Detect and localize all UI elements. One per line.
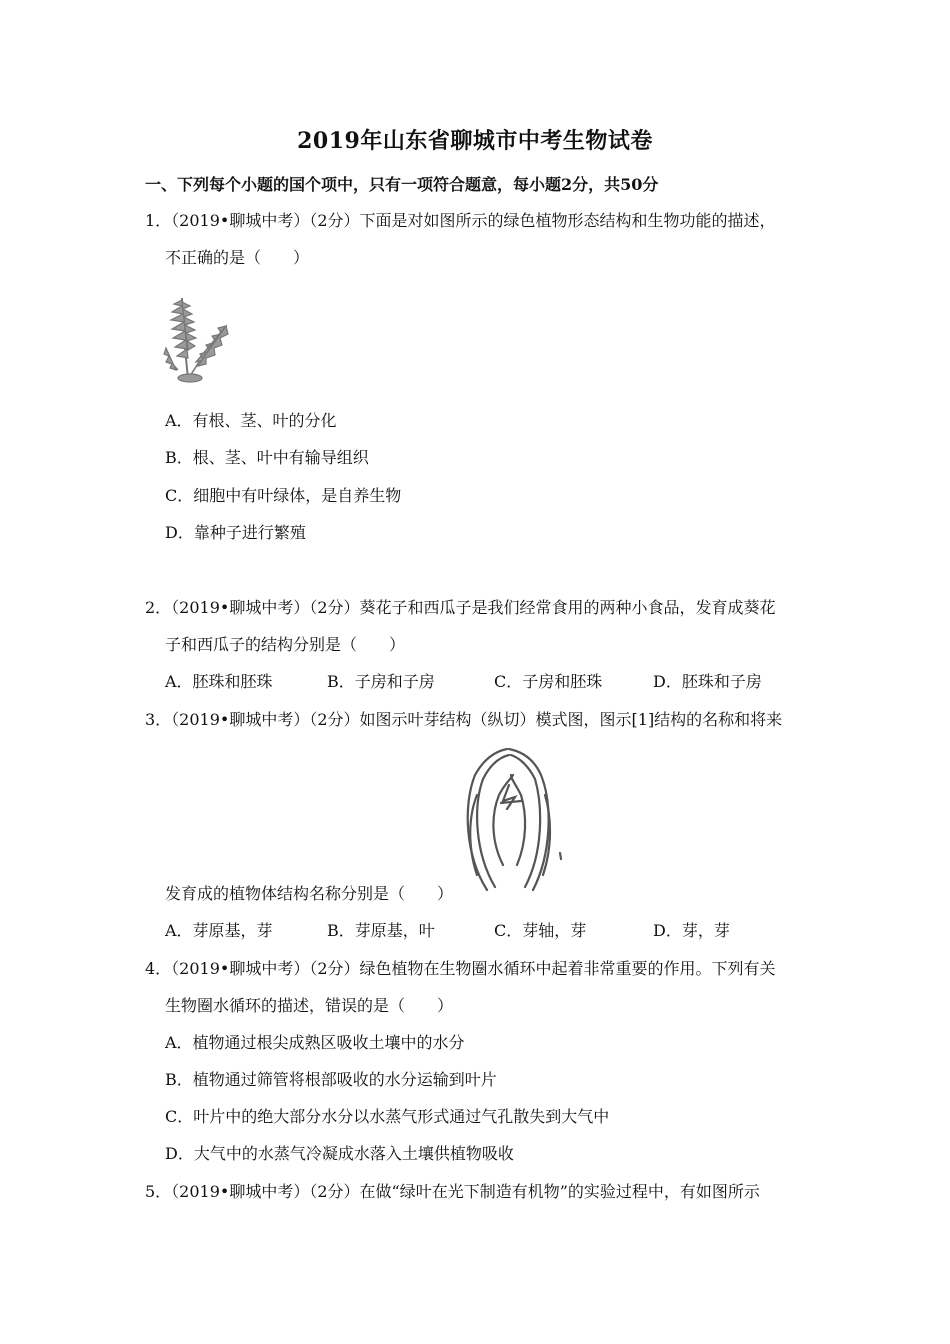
- question-4-line-2: 生物圈水循环的描述，错误的是（ ）: [165, 996, 454, 1015]
- question-2-option-c: C．子房和胚珠: [494, 672, 603, 691]
- question-1-option-c: C．细胞中有叶绿体，是自养生物: [165, 486, 402, 505]
- question-3-option-a: A．芽原基，芽: [165, 921, 273, 940]
- question-1-option-a: A．有根、茎、叶的分化: [165, 411, 337, 430]
- question-2-option-a: A．胚珠和胚珠: [165, 672, 273, 691]
- question-4-option-b: B．植物通过筛管将根部吸收的水分运输到叶片: [165, 1070, 497, 1089]
- question-4-option-d: D．大气中的水蒸气冷凝成水落入土壤供植物吸收: [165, 1144, 514, 1163]
- question-1-line-1: 1．（2019•聊城中考）（2分）下面是对如图所示的绿色植物形态结构和生物功能的描述，: [145, 211, 776, 230]
- fern-illustration: [160, 290, 238, 385]
- question-5-line-1: 5．（2019•聊城中考）（2分）在做“绿叶在光下制造有机物”的实验过程中，有如图所示: [145, 1182, 760, 1201]
- leaf-bud-illustration: [455, 745, 570, 895]
- question-4-option-a: A．植物通过根尖成熟区吸收土壤中的水分: [165, 1033, 465, 1052]
- question-4-line-1: 4．（2019•聊城中考）（2分）绿色植物在生物圈水循环中起着非常重要的作用。下列有关: [145, 959, 776, 978]
- question-1-line-2: 不正确的是（ ）: [165, 248, 310, 267]
- question-2-option-b: B．子房和子房: [327, 672, 435, 691]
- question-3-option-d: D．芽，芽: [653, 921, 730, 940]
- question-3-line-2: 发育成的植物体结构名称分别是（ ）: [165, 884, 454, 903]
- question-3-option-b: B．芽原基，叶: [327, 921, 435, 940]
- question-3-option-c: C．芽轴，芽: [494, 921, 587, 940]
- question-4-option-c: C．叶片中的绝大部分水分以水蒸气形式通过气孔散失到大气中: [165, 1107, 610, 1126]
- question-2-option-d: D．胚珠和子房: [653, 672, 762, 691]
- question-3-line-1: 3．（2019•聊城中考）（2分）如图示叶芽结构（纵切）模式图，图示[1]结构的名称和将来: [145, 710, 783, 729]
- question-1-option-d: D．靠种子进行繁殖: [165, 523, 306, 542]
- question-2-line-2: 子和西瓜子的结构分别是（ ）: [165, 635, 406, 654]
- question-1-option-b: B．根、茎、叶中有输导组织: [165, 448, 369, 467]
- page-title: 2019年山东省聊城市中考生物试卷: [297, 128, 653, 154]
- question-2-line-1: 2．（2019•聊城中考）（2分）葵花子和西瓜子是我们经常食用的两种小食品，发育成葵花: [145, 598, 776, 617]
- section-heading: 一、下列每个小题的国个项中，只有一项符合题意，每小题2分，共50分: [145, 175, 659, 194]
